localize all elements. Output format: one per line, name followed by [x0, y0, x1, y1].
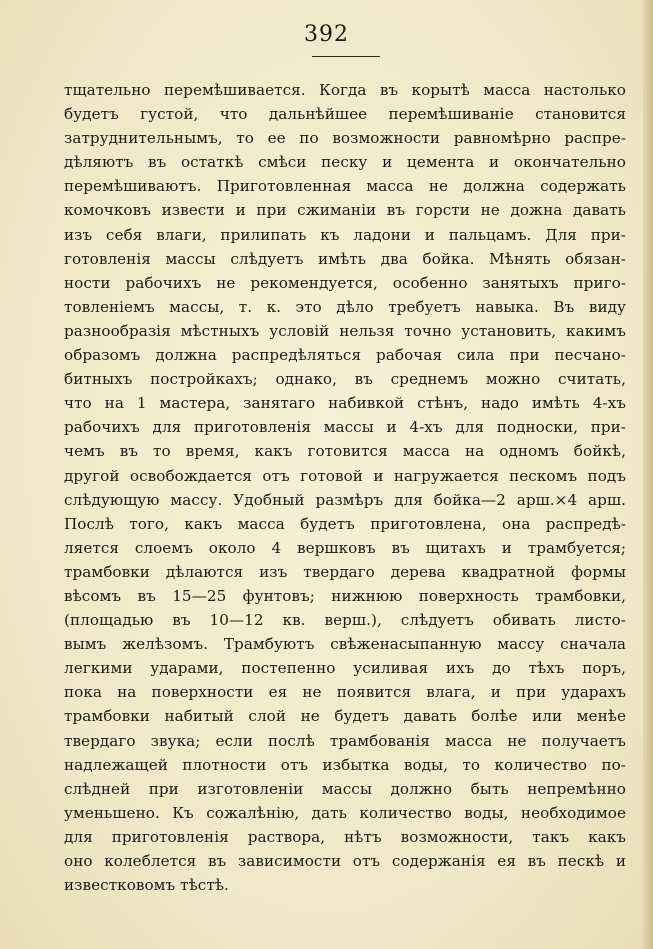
text-line: пока на поверхности ея не появится влага, и при ударахъ [64, 683, 626, 702]
text-line: слѣдующую массу. Удобный размѣръ для бойка—2 арш.×4 арш. [64, 490, 626, 509]
text-line: вѣсомъ въ 15—25 фунтовъ; нижнюю поверхность трамбовки, [64, 586, 626, 605]
text-line: комочковъ извести и при сжиманіи въ горсти не дожна давать [64, 201, 626, 220]
text-line: затруднительнымъ, то ее по возможности равномѣрно распре- [64, 129, 626, 148]
text-line: тщательно перемѣшивается. Когда въ корытѣ масса настолько [64, 81, 626, 99]
text-line: товленіемъ массы, т. к. это дѣло требуетъ навыка. Въ виду [64, 297, 626, 316]
text-line: вымъ желѣзомъ. Трамбуютъ свѣженасыпанную массу сначала [64, 635, 626, 654]
text-line: рабочихъ для приготовленія массы и 4-хъ для подноски, при- [64, 418, 626, 437]
text-line: изъ себя влаги, прилипать къ ладони и пальцамъ. Для при- [64, 225, 626, 244]
text-line: что на 1 мастера, занятаго набивкой стѣнъ, надо имѣть 4-хъ [64, 394, 626, 413]
text-line: будетъ густой, что дальнѣйшее перемѣшиваніе становится [64, 105, 626, 124]
text-line: дѣляютъ въ остаткѣ смѣси песку и цемента и окончательно [64, 153, 626, 172]
text-line: другой освобождается отъ готовой и нагружается пескомъ подъ [64, 466, 626, 485]
text-line: трамбовки дѣлаются изъ твердаго дерева квадратной формы [64, 562, 626, 581]
page-number-rule [312, 56, 380, 57]
text-line: уменьшено. Къ сожалѣнію, дать количество воды, необходимое [64, 803, 626, 822]
text-line: чемъ въ то время, какъ готовится масса на одномъ бойкѣ, [64, 442, 626, 461]
text-line: твердаго звука; если послѣ трамбованія масса не получаетъ [64, 731, 626, 750]
text-line: трамбовки набитый слой не будетъ давать болѣе или менѣе [64, 707, 626, 726]
page-number: 392 [304, 22, 349, 47]
text-line: ляется слоемъ около 4 вершковъ въ щитахъ и трамбуется; [64, 538, 626, 557]
text-line: для приготовленія раствора, нѣтъ возможности, такъ какъ [64, 827, 626, 846]
body-text [64, 78, 626, 897]
text-line: ности рабочихъ не рекомендуется, особенно занятыхъ приго- [64, 273, 626, 292]
text-line-last: известковомъ тѣстѣ. [64, 876, 229, 895]
text-line: разнообразія мѣстныхъ условій нельзя точно установить, какимъ [64, 321, 626, 340]
text-line: Послѣ того, какъ масса будетъ приготовлена, она распредѣ- [64, 514, 626, 533]
page-edge [643, 0, 653, 949]
text-line: слѣдней при изготовленіи массы должно быть непремѣнно [64, 779, 626, 798]
text-line: надлежащей плотности отъ избытка воды, то количество по- [64, 755, 626, 774]
text-line: оно колеблется въ зависимости отъ содержанія ея въ пескѣ и [64, 852, 626, 870]
text-line: образомъ должна распредѣляться рабочая сила при песчано- [64, 346, 626, 365]
text-line: (площадью въ 10—12 кв. верш.), слѣдуетъ обивать листо- [64, 611, 626, 630]
text-line: перемѣшиваютъ. Приготовленная масса не должна содержать [64, 177, 626, 196]
text-line: готовленія массы слѣдуетъ имѣть два бойка. Мѣнять обязан- [64, 249, 626, 268]
text-line: битныхъ постройкахъ; однако, въ среднемъ можно считать, [64, 370, 626, 389]
text-line: легкими ударами, постепенно усиливая ихъ до тѣхъ поръ, [64, 659, 626, 678]
